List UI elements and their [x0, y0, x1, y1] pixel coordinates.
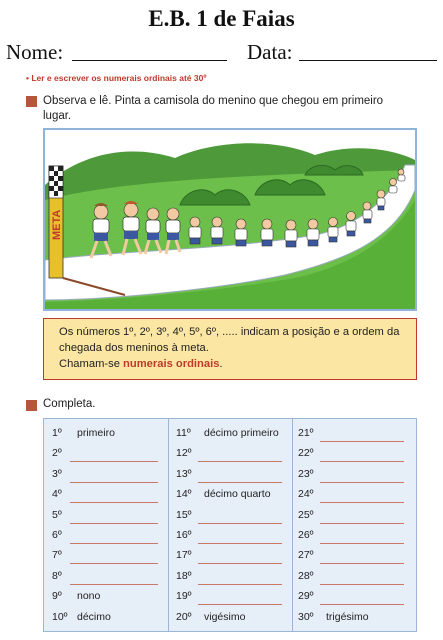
answer-blank[interactable] — [320, 523, 404, 524]
ordinal-number: 15º — [176, 508, 192, 521]
ordinal-number: 26º — [298, 529, 314, 541]
ordinal-row — [52, 509, 162, 529]
ordinal-row — [52, 570, 162, 590]
answer-blank[interactable] — [70, 584, 158, 585]
answer-blank[interactable] — [70, 563, 158, 564]
ordinal-table — [43, 418, 417, 632]
info-line-1: Os números 1º, 2º, 3º, 4º, 5º, 6º, ..... indicam a posição e a ordem da chegada dos meninos à meta. — [59, 326, 400, 354]
answer-blank[interactable] — [70, 502, 158, 503]
ordinal-number: 1º — [52, 427, 62, 439]
ordinal-row — [298, 590, 408, 610]
info-line-2 — [59, 356, 401, 372]
ordinal-number: 22º — [298, 447, 314, 460]
race-illustration[interactable] — [43, 128, 417, 311]
name-label: Nome: — [6, 40, 64, 64]
ordinal-row — [176, 570, 286, 590]
answer-blank[interactable] — [320, 604, 404, 605]
info-highlight: numerais ordinais — [123, 358, 220, 370]
finish-banner-label: META — [51, 209, 63, 240]
ordinal-row — [176, 447, 286, 467]
ordinal-row — [298, 529, 408, 549]
ordinal-row — [52, 549, 162, 569]
ordinal-row — [52, 529, 162, 549]
ordinal-number: 19º — [176, 590, 192, 603]
ordinal-number: 18º — [176, 569, 192, 582]
ordinal-row — [52, 488, 162, 508]
answer-blank[interactable] — [320, 563, 404, 564]
runner-shirt[interactable] — [93, 219, 109, 233]
answer-blank[interactable] — [70, 523, 158, 524]
info-suffix: . — [219, 358, 223, 370]
ordinal-word: décimo — [77, 610, 111, 623]
column-divider — [168, 419, 169, 631]
ordinal-number: 17º — [176, 549, 192, 562]
ordinal-number: 20º — [176, 610, 192, 623]
ordinal-row — [176, 488, 286, 508]
ordinal-number: 6º — [52, 529, 62, 541]
bullet-square-icon — [26, 96, 37, 107]
ordinal-row — [176, 549, 286, 569]
column-divider — [292, 419, 293, 631]
school-title: E.B. 1 de Faias — [148, 6, 295, 31]
ordinal-word: primeiro — [77, 427, 115, 439]
ordinal-number: 16º — [176, 529, 192, 541]
exercise2-label: Completa. — [43, 398, 96, 410]
race-scene-svg — [45, 130, 415, 309]
ordinal-row — [52, 590, 162, 610]
ordinal-number: 5º — [52, 508, 62, 521]
ordinal-row — [52, 447, 162, 467]
answer-blank[interactable] — [320, 441, 404, 442]
ordinal-word: décimo primeiro — [204, 427, 279, 439]
ordinal-word: nono — [77, 590, 101, 603]
answer-blank[interactable] — [320, 461, 404, 462]
answer-blank[interactable] — [70, 543, 158, 544]
exercise1-instruction: Observa e lê. Pinta a camisola do menino que chegou em primeiro lugar. — [43, 95, 384, 122]
ordinal-number: 30º — [298, 610, 314, 623]
answer-blank[interactable] — [198, 563, 282, 564]
ordinal-number: 24º — [298, 488, 314, 501]
ordinal-number: 12º — [176, 447, 192, 460]
ordinal-number: 14º — [176, 488, 192, 501]
answer-blank[interactable] — [320, 584, 404, 585]
ordinal-row — [52, 427, 162, 447]
ordinal-row — [298, 570, 408, 590]
ordinal-number: 25º — [298, 508, 314, 521]
ordinal-number: 29º — [298, 590, 314, 603]
answer-blank[interactable] — [198, 461, 282, 462]
ordinal-row — [176, 468, 286, 488]
ordinal-row — [298, 447, 408, 467]
ordinal-row — [176, 590, 286, 610]
ordinal-row — [298, 427, 408, 447]
answer-blank[interactable] — [198, 584, 282, 585]
answer-blank[interactable] — [198, 604, 282, 605]
answer-blank[interactable] — [70, 482, 158, 483]
answer-blank[interactable] — [198, 482, 282, 483]
ordinal-row — [298, 549, 408, 569]
ordinal-row — [176, 611, 286, 631]
ordinal-number: 8º — [52, 569, 62, 582]
ordinal-word: trigésimo — [326, 610, 369, 623]
info-box — [43, 318, 417, 380]
ordinal-row — [298, 488, 408, 508]
ordinal-number: 23º — [298, 467, 314, 480]
ordinal-number: 21º — [298, 427, 314, 439]
ordinal-number: 10º — [52, 610, 68, 623]
ordinal-row — [298, 611, 408, 631]
ordinal-number: 13º — [176, 467, 192, 480]
answer-blank[interactable] — [198, 523, 282, 524]
ordinal-row — [298, 509, 408, 529]
ordinal-number: 28º — [298, 569, 314, 582]
checker-flag-icon — [49, 166, 63, 198]
info-prefix: Chamam-se — [59, 358, 124, 370]
name-field[interactable] — [72, 60, 227, 61]
ordinal-row — [176, 529, 286, 549]
bullet-square-icon — [26, 400, 37, 411]
ordinal-number: 11º — [176, 427, 191, 439]
topic-heading: • Ler e escrever os numerais ordinais até 30º — [26, 73, 207, 83]
ordinal-word: vigésimo — [204, 610, 246, 623]
ordinal-row — [52, 468, 162, 488]
date-label: Data: — [247, 40, 293, 64]
ordinal-number: 3º — [52, 467, 62, 480]
ordinal-row — [176, 509, 286, 529]
ordinal-row — [176, 427, 286, 447]
ordinal-word: décimo quarto — [204, 488, 271, 501]
date-field[interactable] — [299, 60, 437, 61]
answer-blank[interactable] — [198, 543, 282, 544]
answer-blank[interactable] — [320, 543, 404, 544]
answer-blank[interactable] — [320, 482, 404, 483]
answer-blank[interactable] — [70, 461, 158, 462]
ordinal-number: 27º — [298, 549, 314, 562]
ordinal-number: 2º — [52, 447, 62, 460]
ordinal-number: 9º — [52, 590, 62, 603]
ordinal-row — [52, 611, 162, 631]
ordinal-number: 4º — [52, 488, 62, 501]
answer-blank[interactable] — [320, 502, 404, 503]
ordinal-number: 7º — [52, 549, 62, 562]
ordinal-row — [298, 468, 408, 488]
